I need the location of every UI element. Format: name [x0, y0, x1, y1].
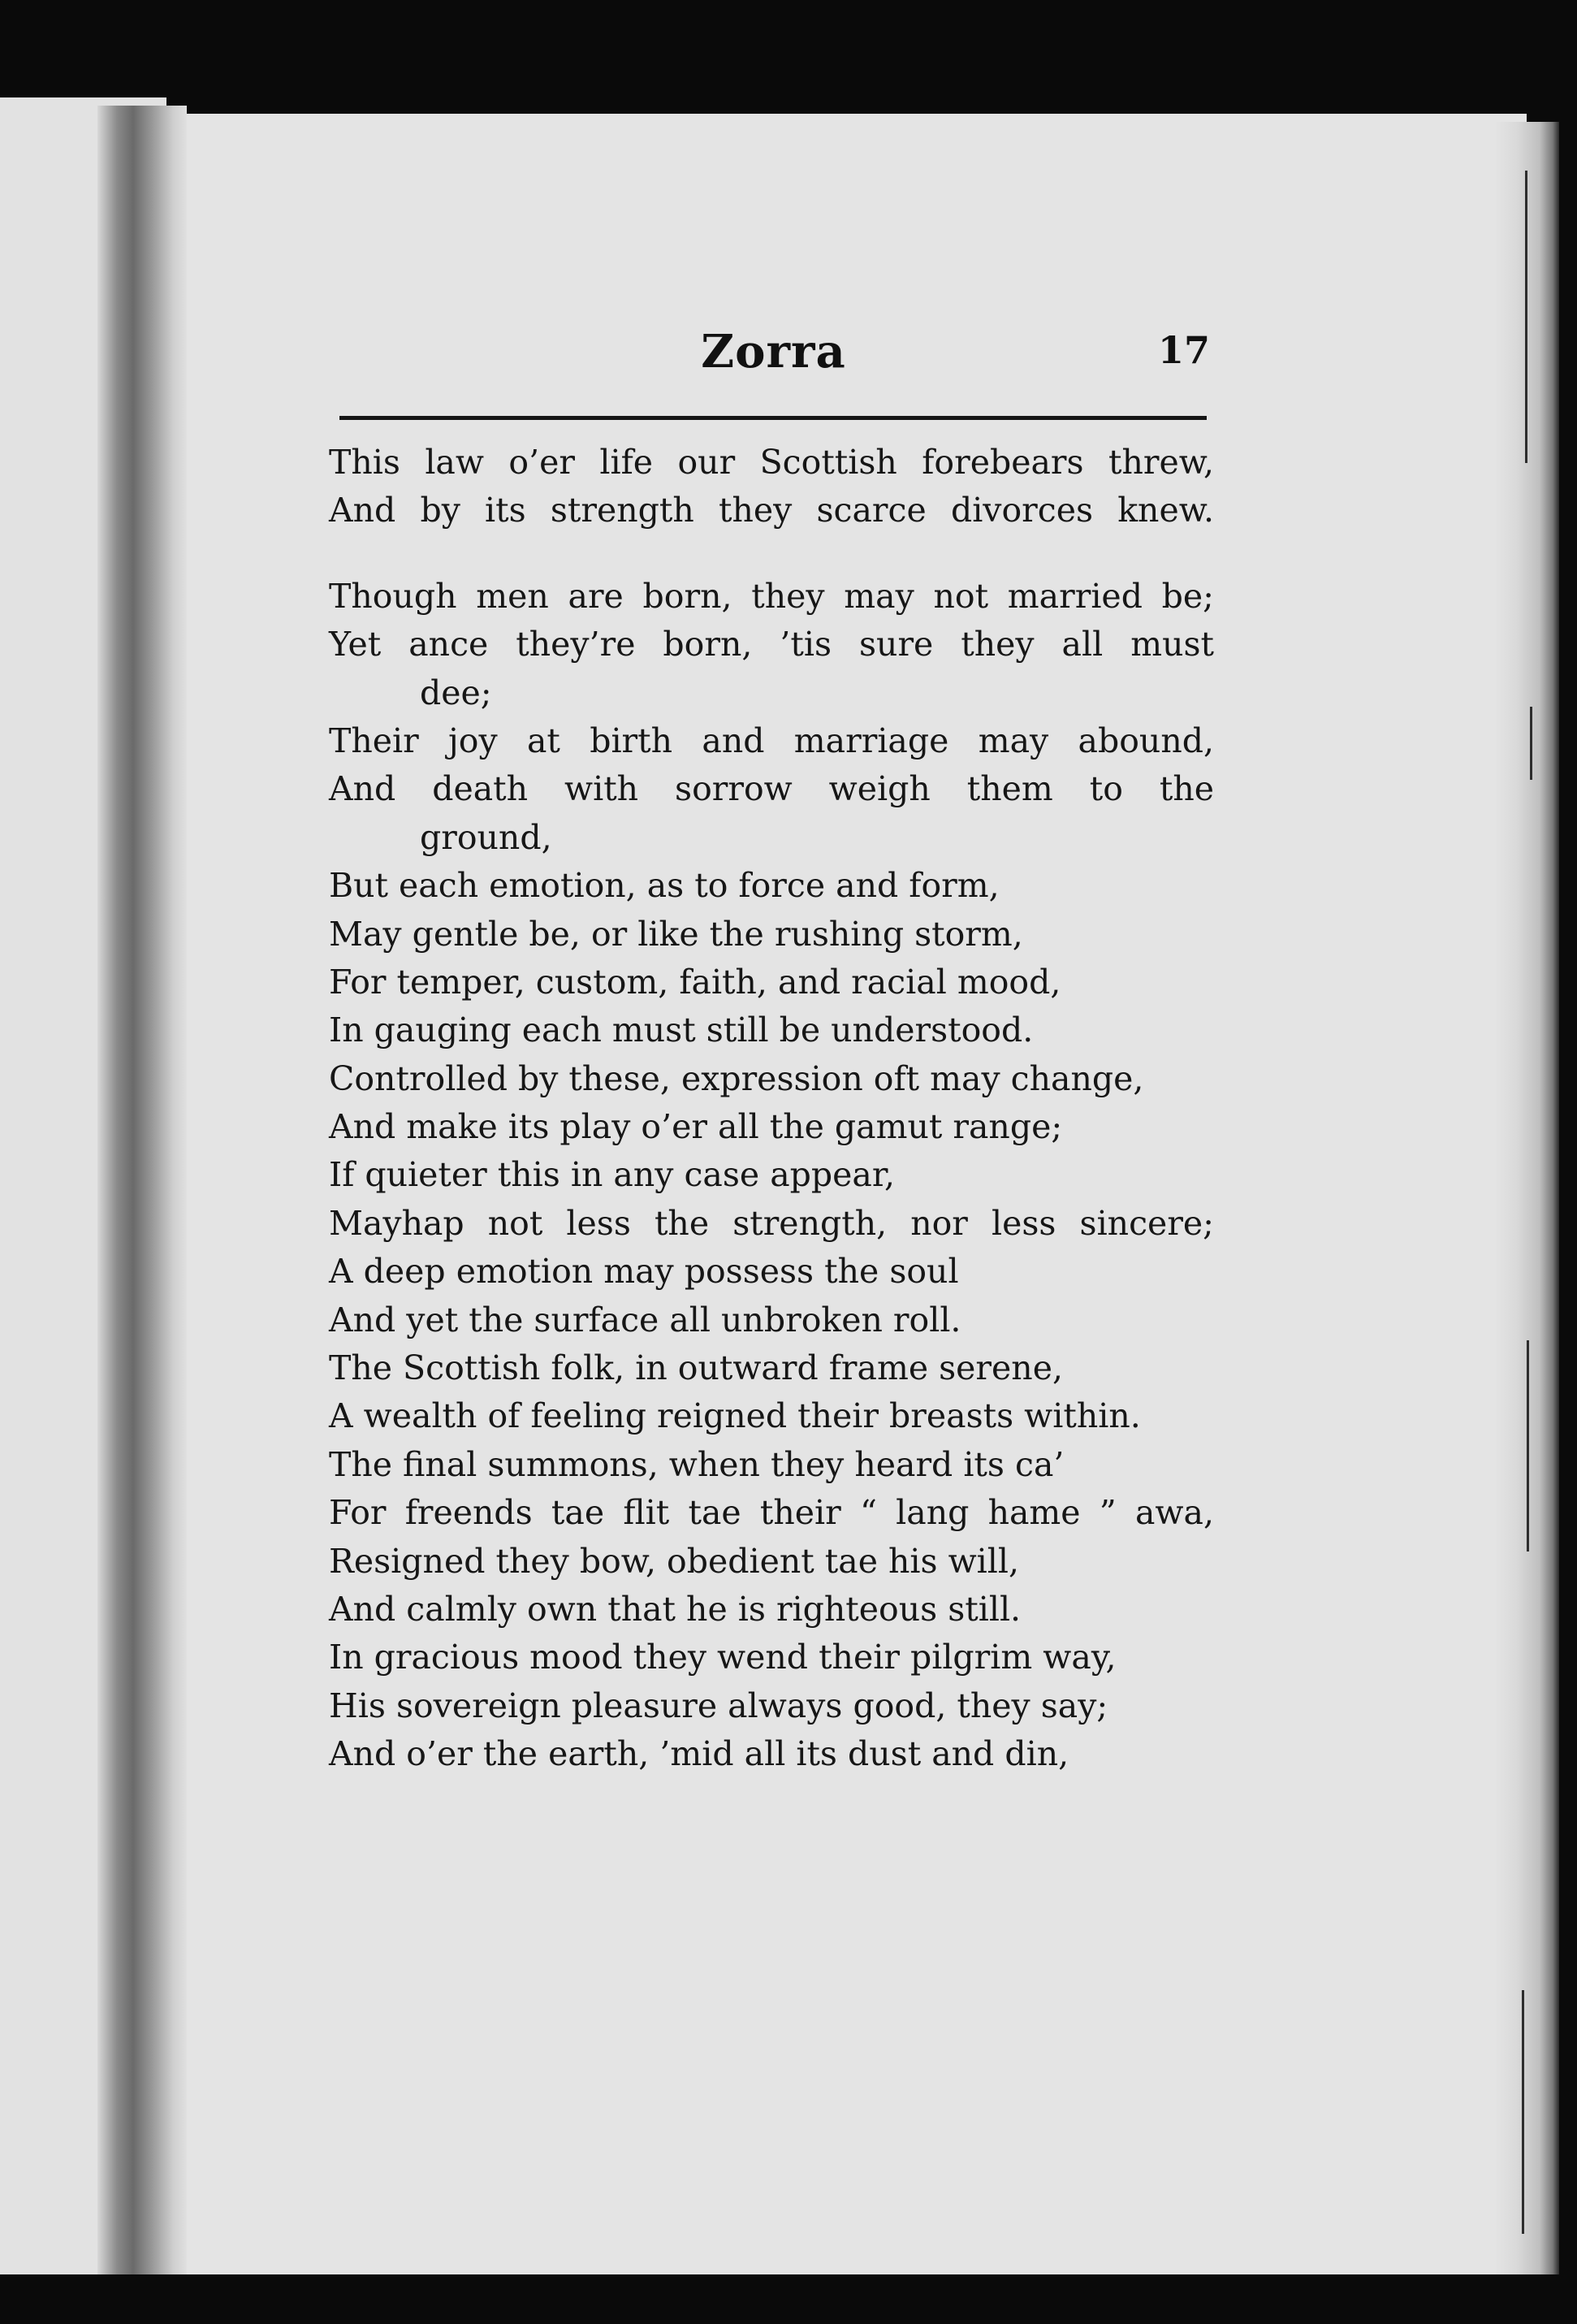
poem-line: But each emotion, as to force and form,: [329, 866, 1000, 906]
poem-line: Yet ance they’re born, ’tis sure they all must: [329, 625, 1214, 664]
poem-line: Their joy at birth and marriage may abound,: [329, 721, 1214, 760]
poem-line: For temper, custom, faith, and racial mood,: [329, 962, 1061, 1002]
poem-line: Though men are born, they may not married be;: [329, 576, 1214, 616]
poem-line: And make its play o’er all the gamut range;: [329, 1107, 1063, 1147]
poem-line: May gentle be, or like the rushing storm,: [329, 914, 1023, 954]
poem-line: This law o’er life our Scottish forebears threw,: [329, 443, 1214, 482]
page-number: 17: [1157, 328, 1210, 372]
poem-line: ground,: [420, 817, 552, 857]
poem-line: His sovereign pleasure always good, they say;: [329, 1686, 1108, 1725]
running-title: Zorra: [701, 325, 846, 379]
poem-line: dee;: [420, 673, 492, 712]
poem-line: And yet the surface all unbroken roll.: [329, 1300, 961, 1339]
page-edge-shadow: [1494, 122, 1559, 2307]
poem-line: And by its strength they scarce divorces knew.: [329, 491, 1214, 530]
header-rule: [339, 416, 1207, 420]
poem-line: For freends tae flit tae their “ lang hame ” awa,: [329, 1493, 1214, 1533]
poem-line: Mayhap not less the strength, nor less sincere;: [329, 1203, 1214, 1243]
poem-line: Controlled by these, expression oft may change,: [329, 1058, 1144, 1098]
poem-line: And death with sorrow weigh them to the: [329, 769, 1214, 809]
book-gutter-shadow: [97, 106, 187, 2283]
poem-line: If quieter this in any case appear,: [329, 1155, 895, 1195]
poem-line: In gracious mood they wend their pilgrim way,: [329, 1638, 1117, 1677]
poem-line: And o’er the earth, ’mid all its dust and din,: [329, 1734, 1069, 1774]
stanza-break: [329, 535, 1214, 573]
poem-line: The final summons, when they heard its ca’: [329, 1444, 1065, 1484]
poem-body: [329, 439, 1214, 1779]
poem-line: In gauging each must still be understood.: [329, 1011, 1034, 1050]
page-header: [337, 325, 1210, 390]
poem-line: The Scottish folk, in outward frame serene,: [329, 1348, 1064, 1388]
poem-line: And calmly own that he is righteous still.: [329, 1589, 1022, 1629]
scan-bottom-border: [0, 2274, 1577, 2324]
poem-line: A deep emotion may possess the soul: [329, 1252, 959, 1292]
poem-line: Resigned they bow, obedient tae his will,: [329, 1541, 1020, 1581]
poem-line: A wealth of feeling reigned their breasts within.: [329, 1396, 1141, 1436]
